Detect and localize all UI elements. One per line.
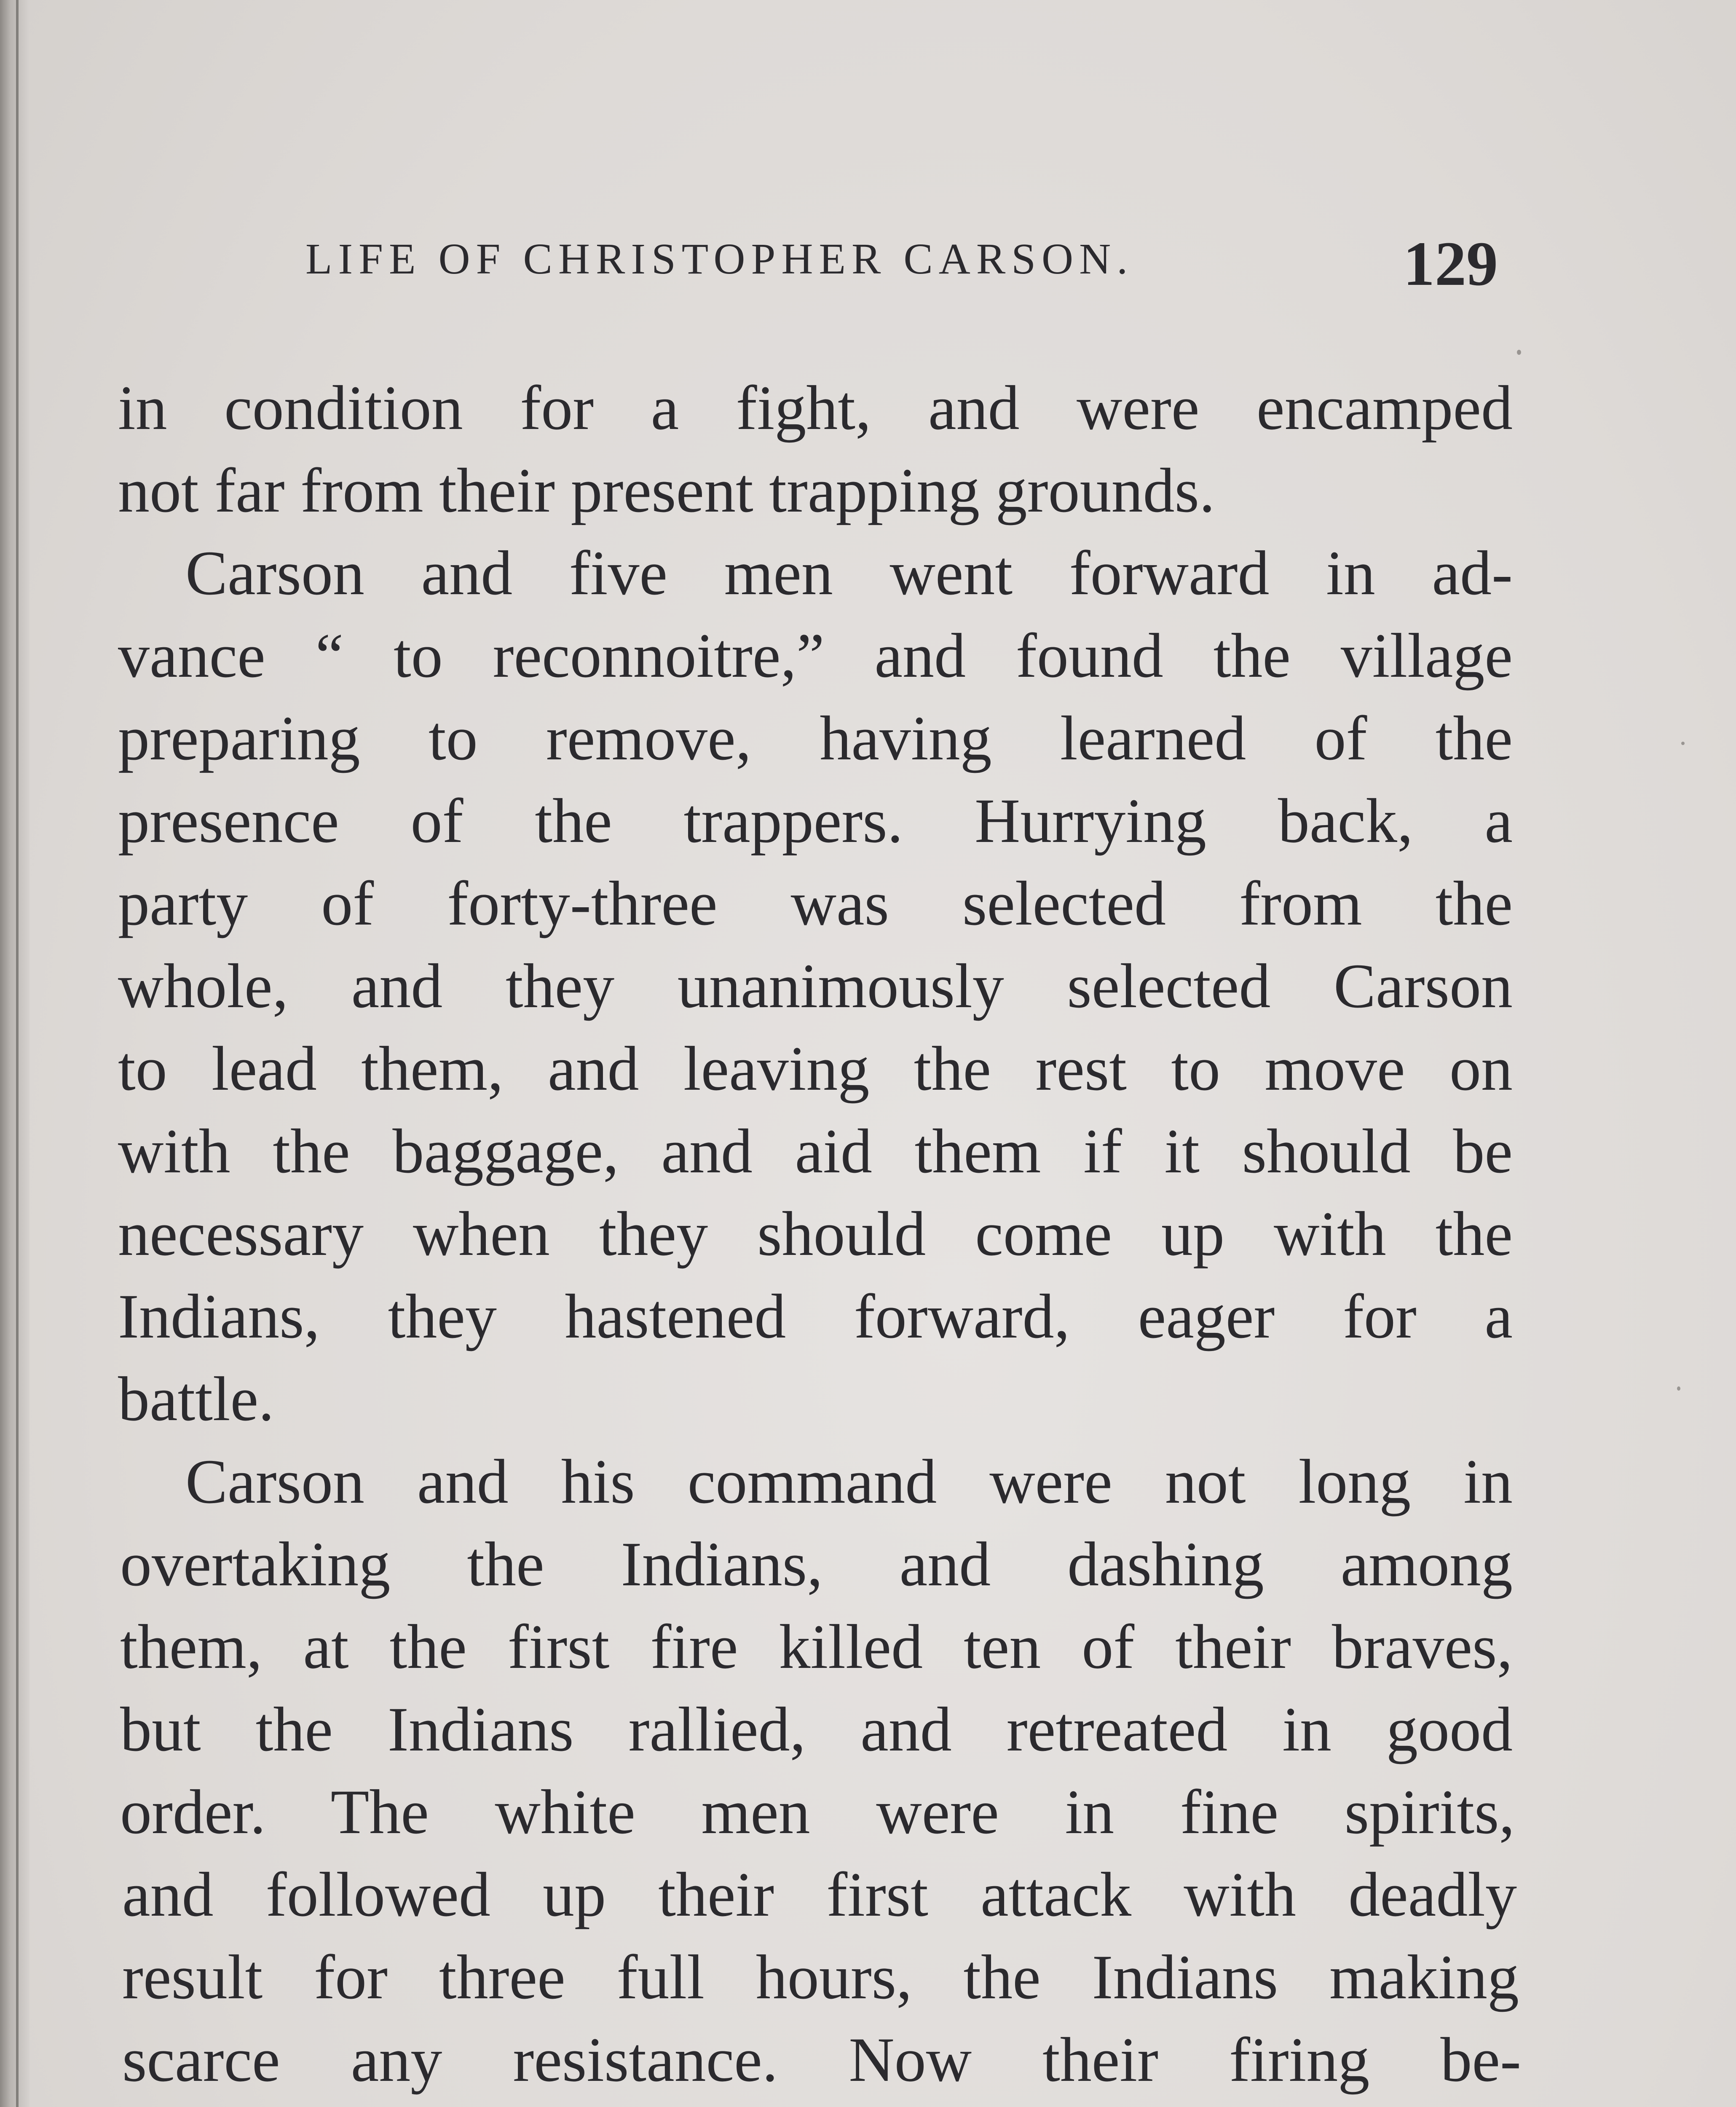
text-line: Carson and his command were not long in [185,1447,1513,1517]
text-line: to lead them, and leaving the rest to move on [118,1034,1513,1104]
text-line [124,2101,1523,2107]
text-line: but the Indians rallied, and retreated in good [120,1694,1513,1764]
text-line: not far from their present trapping grounds. [118,456,1215,525]
text-line: presence of the trappers. Hurrying back, a [118,786,1513,856]
paper-speck [1517,350,1521,355]
paper-speck [1681,742,1685,745]
text-line: preparing to remove, having learned of the [118,703,1513,773]
text-line: them, at the first fire killed ten of their braves, [120,1612,1513,1682]
text-line: and followed up their first attack with deadly [122,1860,1517,1930]
text-line: overtaking the Indians, and dashing among [120,1529,1513,1599]
text-line: Carson and five men went forward in ad- [185,538,1513,608]
text-line: vance “ to reconnoitre,” and found the village [118,621,1513,691]
text-line: party of forty-three was selected from the [118,869,1513,938]
text-line: whole, and they unanimously selected Carson [118,951,1513,1021]
page-number: 129 [1403,229,1498,299]
text-line: with the baggage, and aid them if it should be [118,1116,1513,1186]
paper-speck [1677,1386,1680,1391]
text-line: result for three full hours, the Indians making [122,1942,1519,2012]
text-line: scarce any resistance. Now their firing be- [122,2025,1521,2095]
text-line: order. The white men were in fine spirits, [120,1777,1515,1847]
text-line: Indians, they hastened forward, eager for a [118,1281,1513,1351]
text-line: in condition for a fight, and were encamped [118,373,1513,443]
running-title: LIFE OF CHRISTOPHER CARSON. [305,235,1134,283]
text-line: necessary when they should come up with the [118,1199,1513,1269]
text-line: battle. [118,1364,274,1434]
binding-line [16,0,19,2107]
page-gutter-edge [0,0,29,2107]
